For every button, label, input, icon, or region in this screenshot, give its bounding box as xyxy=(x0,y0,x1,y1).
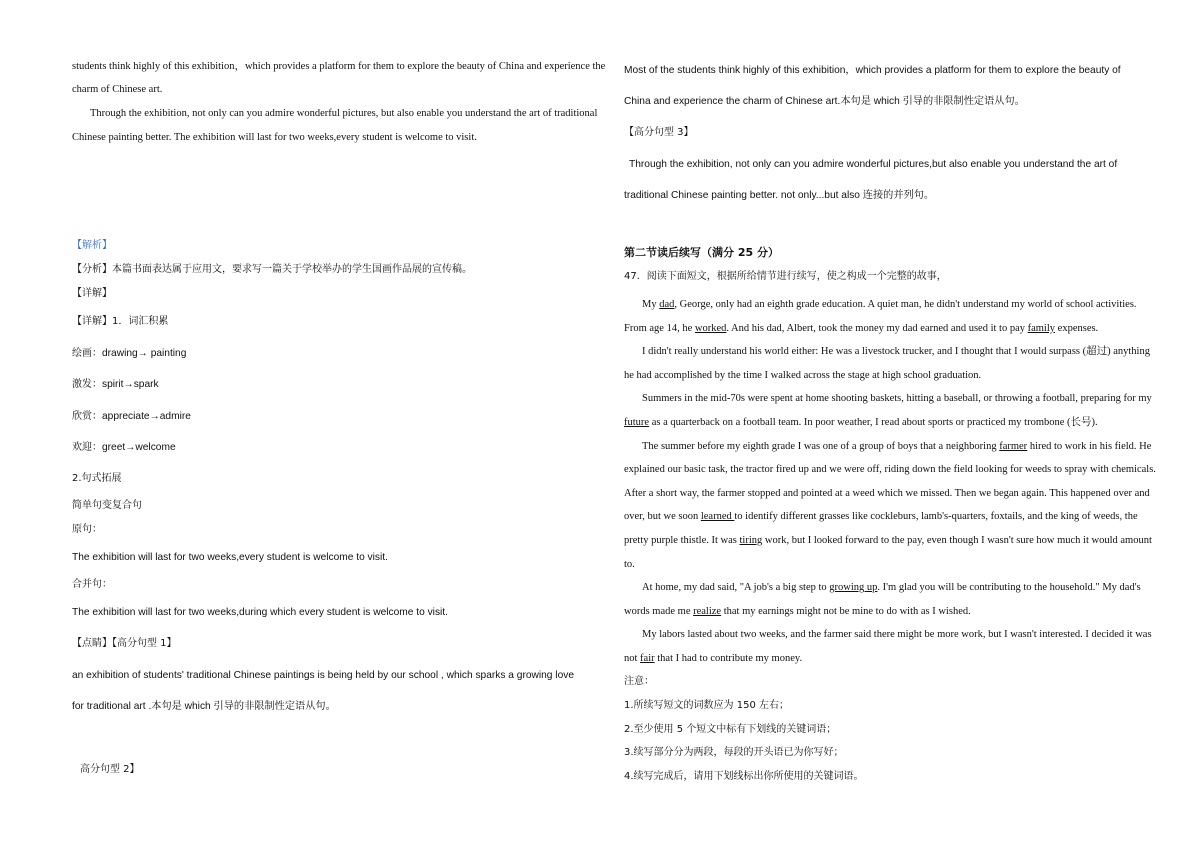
highlight-sentence-1: an exhibition of students' traditional Chinese paintings is being held by our school , which sparks a growing love xyxy=(72,670,574,681)
keyword-underlined: tiring xyxy=(739,535,763,546)
sentence-expand-heading: 2.句式拓展 xyxy=(72,473,122,484)
original-sentence: The exhibition will last for two weeks,every student is welcome to visit. xyxy=(72,552,388,563)
story-line: pretty purple thistle. It was tiring work, but I looked forward to the pay, even though I wasn't sure how much it would amount xyxy=(624,535,1152,546)
simple-to-complex: 简单句变复合句 xyxy=(72,500,142,511)
vocab-item: 激发：spirit→spark xyxy=(72,379,159,390)
keyword-underlined: realize xyxy=(693,605,722,617)
original-label: 原句： xyxy=(72,524,102,535)
combined-sentence: The exhibition will last for two weeks,during which every student is welcome to visit. xyxy=(72,607,448,618)
highlight-sentence-1: for traditional art .本句是 which 引导的非限制性定语从句。 xyxy=(72,701,336,712)
keyword-underlined: future xyxy=(624,417,650,428)
essay-line: Through the exhibition, not only can you admire wonderful pictures, but also enable you understand the art of traditional xyxy=(90,108,598,119)
story-line: words made me realize that my earnings might not be mine to do with as I wished. xyxy=(624,605,971,617)
vocab-item: 欢迎：greet→welcome xyxy=(72,442,176,453)
analysis-text: 【分析】本篇书面表达属于应用文，要求写一篇关于学校举办的学生国画作品展的宣传稿。 xyxy=(72,264,472,275)
keyword-underlined: dad xyxy=(659,299,675,310)
story-line: I didn't really understand his world either: He was a livestock trucker, and I thought that I would surpass (超过) anything xyxy=(642,346,1150,358)
note-item: 1.所续写短文的词数应为 150 左右； xyxy=(624,700,789,711)
keyword-underlined: farmer xyxy=(999,440,1028,452)
story-line: explained our basic task, the tractor fired up and we were off, riding down the field looking for weeds to spray with chemicals. xyxy=(624,464,1156,476)
highlight-heading-1: 【点睛】【高分句型 1】 xyxy=(72,638,177,649)
keyword-underlined: family xyxy=(1027,322,1056,334)
question-47: 47．阅读下面短文，根据所给情节进行续写，使之构成一个完整的故事， xyxy=(624,271,947,282)
section-title: 第二节读后续写（满分 25 分） xyxy=(624,246,779,259)
story-line: At home, my dad said, "A job's a big step to growing up. I'm glad you will be contributing to the household." My dad's xyxy=(642,582,1141,594)
story-line: Summers in the mid-70s were spent at home shooting baskets, hitting a baseball, or throwing a football, preparing for my xyxy=(642,393,1152,405)
story-line: he had accomplished by the time I walked across the stage at high school graduation. xyxy=(624,369,982,381)
highlight-sentence-3: traditional Chinese painting better. not only...but also 连接的并列句。 xyxy=(624,190,935,201)
note-item: 3.续写部分分为两段，每段的开头语已为你写好； xyxy=(624,747,844,758)
keyword-underlined: fair xyxy=(640,653,655,664)
story-line: From age 14, he worked. And his dad, Albert, took the money my dad earned and used it to pay family expenses. xyxy=(624,322,1099,334)
note-item: 2.至少使用 5 个短文中标有下划线的关键词语； xyxy=(624,724,837,735)
keyword-underlined: worked xyxy=(694,322,727,334)
essay-line: students think highly of this exhibition，which provides a platform for them to explore the beauty of China and experience the xyxy=(72,61,606,72)
keyword-underlined: learned xyxy=(700,511,735,523)
story-line: After a short way, the farmer stopped and pointed at a weed which we missed. Then we began again. This happened over and xyxy=(624,487,1150,499)
vocab-item: 绘画：drawing→ painting xyxy=(72,348,187,359)
combined-label: 合并句： xyxy=(72,579,112,590)
highlight-sentence-3: Through the exhibition, not only can you admire wonderful pictures,but also enable you understand the art of xyxy=(629,159,1118,170)
detail-vocab-heading: 【详解】1．词汇积累 xyxy=(72,316,169,327)
highlight-heading-2: 高分句型 2】 xyxy=(80,764,140,775)
story-line: The summer before my eighth grade I was one of a group of boys that a neighboring farmer hired to work in his field. He xyxy=(642,440,1152,452)
notes-heading: 注意： xyxy=(624,676,654,687)
essay-line: Chinese painting better. The exhibition will last for two weeks,every student is welcome to visit. xyxy=(72,132,477,143)
note-item: 4.续写完成后，请用下划线标出你所使用的关键词语。 xyxy=(624,771,864,782)
story-line: to. xyxy=(624,558,635,570)
story-line: not fair that I had to contribute my money. xyxy=(624,653,803,664)
highlight-heading-3: 【高分句型 3】 xyxy=(624,127,694,138)
highlight-sentence-2: China and experience the charm of Chinese art.本句是 which 引导的非限制性定语从句。 xyxy=(624,96,1025,107)
story-line: My labors lasted about two weeks, and the farmer said there might be more work, but I wasn't interested. I decided it was xyxy=(642,629,1152,641)
essay-line: charm of Chinese art. xyxy=(72,84,163,95)
story-line: future as a quarterback on a football team. In poor weather, I read about sports or practiced my trombone (长号). xyxy=(624,417,1098,428)
keyword-underlined: growing up xyxy=(829,582,878,594)
vocab-item: 欣赏：appreciate→admire xyxy=(72,411,191,422)
story-line: over, but we soon learned to identify different grasses like cockleburs, lamb's-quarters, foxtails, and the king of weeds, the xyxy=(624,511,1138,523)
highlight-sentence-2: Most of the students think highly of this exhibition，which provides a platform for them to explore the beauty of xyxy=(624,65,1121,76)
story-line: My dad, George, only had an eighth grade education. A quiet man, he didn't understand my world of school activities. xyxy=(642,299,1137,310)
detail-heading: 【详解】 xyxy=(72,288,112,299)
analysis-heading: 【解析】 xyxy=(72,240,112,251)
